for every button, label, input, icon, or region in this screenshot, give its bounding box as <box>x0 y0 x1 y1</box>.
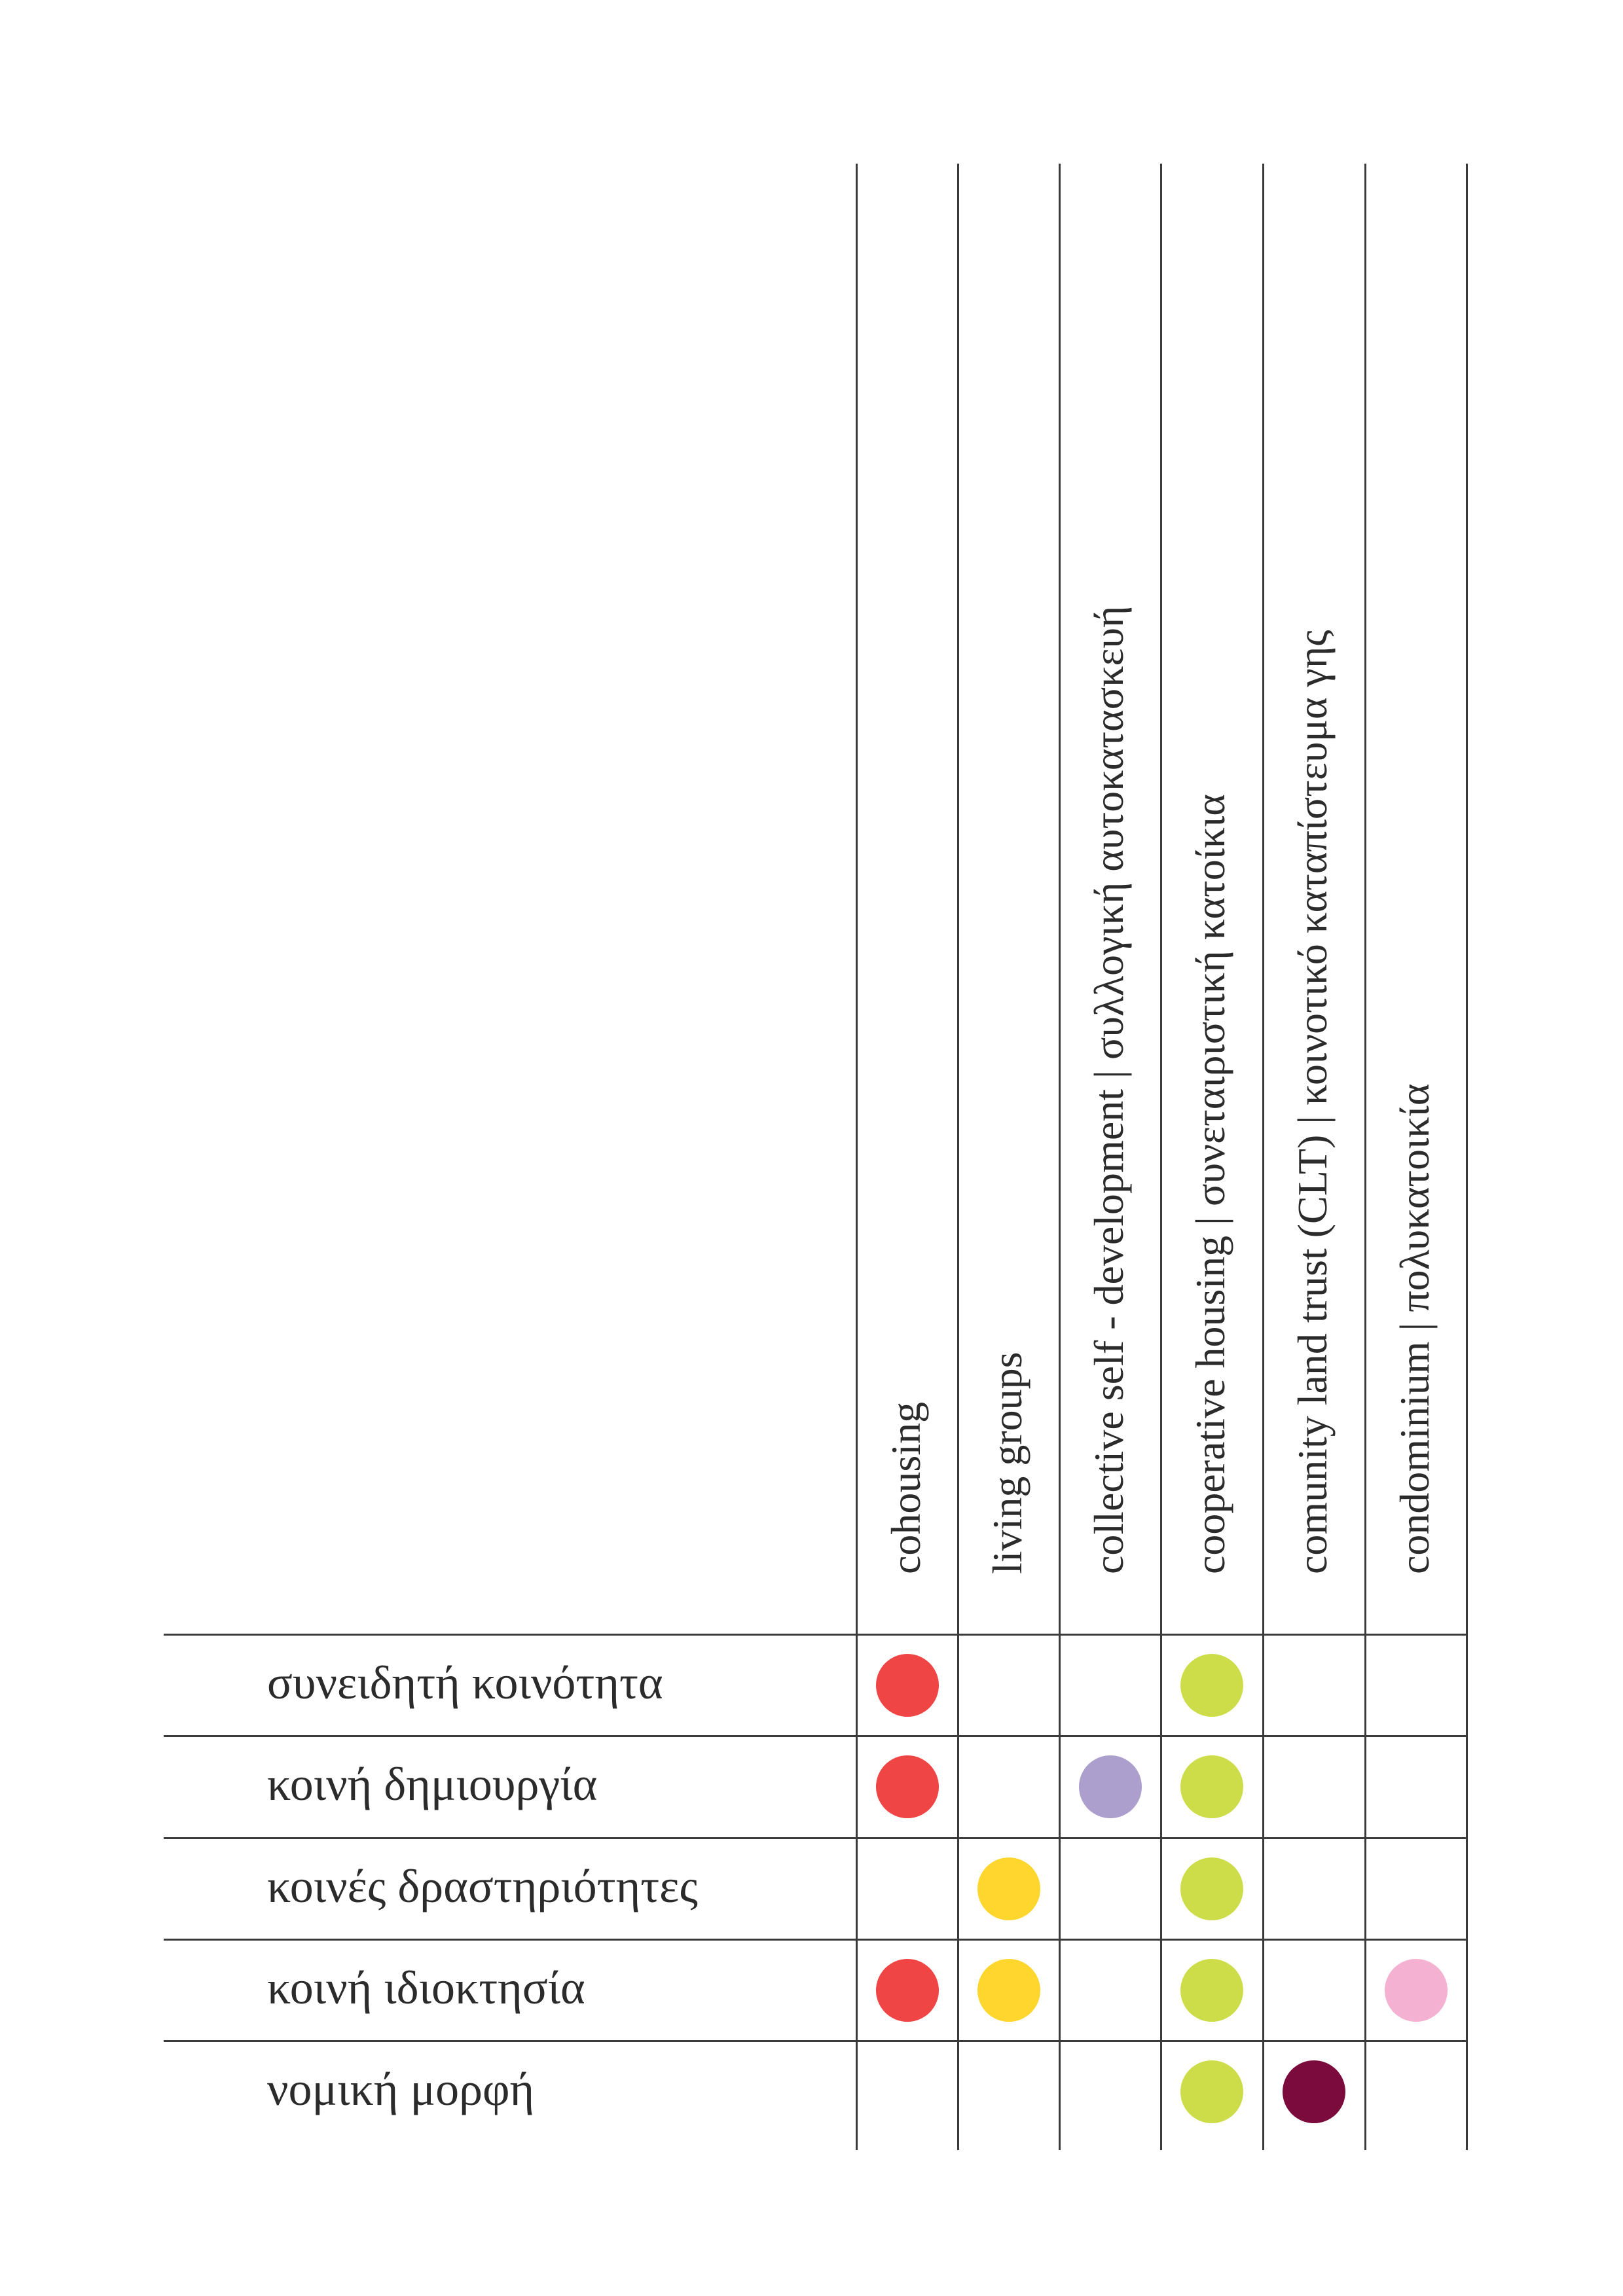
dot-co-creation-cooperative-housing <box>1180 1755 1243 1818</box>
row-divider <box>164 1837 1467 1839</box>
row-label-shared-activities: κοινές δραστηριότητες <box>267 1860 698 1912</box>
dot-shared-ownership-cohousing <box>876 1959 939 2022</box>
column-divider <box>1262 164 1264 2150</box>
dot-shared-activities-cooperative-housing <box>1180 1857 1243 1920</box>
column-divider <box>1059 164 1061 2150</box>
column-divider <box>957 164 959 2150</box>
row-label-legal-form: νομική μορφή <box>267 2063 535 2115</box>
column-header-collective-self-development: collective self - development | συλλογική αυτοκατασκευή <box>1085 605 1132 1574</box>
column-divider <box>1364 164 1366 2150</box>
dot-shared-ownership-living-groups <box>977 1959 1040 2022</box>
dot-conscious-community-cohousing <box>876 1654 939 1717</box>
column-divider <box>856 164 858 2150</box>
dot-shared-activities-living-groups <box>977 1857 1040 1920</box>
row-divider <box>164 1634 1467 1636</box>
column-header-living-groups: living groups <box>983 1352 1030 1574</box>
dot-legal-form-community-land-trust <box>1283 2060 1345 2123</box>
dot-co-creation-cohousing <box>876 1755 939 1818</box>
column-header-condominium: condominium | πολυκατοικία <box>1391 1083 1438 1574</box>
row-divider <box>164 1735 1467 1737</box>
column-header-community-land-trust: comunity land trust (CLT) | κοινοτικό καταπίστευμα γης <box>1289 630 1336 1574</box>
row-label-shared-ownership: κοινή ιδιοκτησία <box>267 1962 585 2014</box>
column-header-cohousing: cohousing <box>882 1401 929 1574</box>
column-divider <box>1160 164 1162 2150</box>
dot-shared-ownership-condominium <box>1385 1959 1448 2022</box>
row-divider <box>164 1939 1467 1941</box>
dot-co-creation-collective-self-development <box>1079 1755 1142 1818</box>
row-divider <box>164 2040 1467 2042</box>
column-divider <box>1466 164 1468 2150</box>
dot-shared-ownership-cooperative-housing <box>1180 1959 1243 2022</box>
column-header-cooperative-housing: cooperative housing | συνεταιριστική κατοίκια <box>1187 794 1233 1574</box>
row-label-conscious-community: συνειδητή κοινότητα <box>267 1657 663 1709</box>
dot-conscious-community-cooperative-housing <box>1180 1654 1243 1717</box>
row-label-co-creation: κοινή δημιουργία <box>267 1758 598 1810</box>
dot-legal-form-cooperative-housing <box>1180 2060 1243 2123</box>
